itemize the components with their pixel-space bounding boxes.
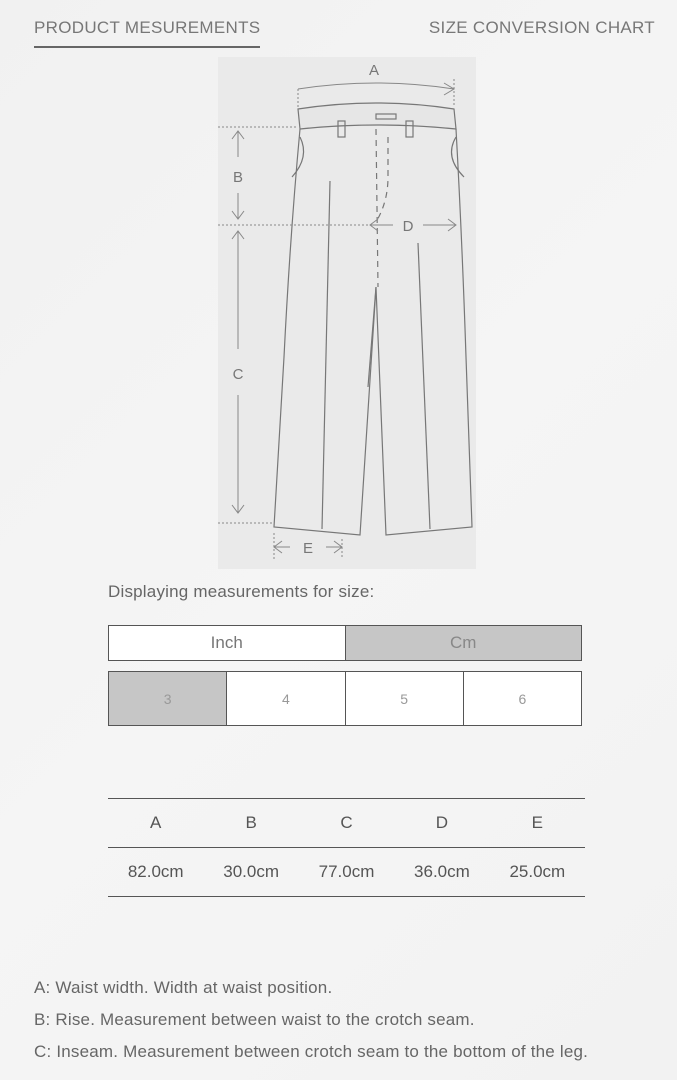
header-b: B: [245, 813, 257, 832]
value-a: 82.0cm: [127, 862, 184, 881]
description-a: A: Waist width. Width at waist position.: [34, 978, 333, 997]
value-d: 36.0cm: [414, 862, 470, 881]
value-c: 77.0cm: [318, 862, 375, 881]
size-button-6[interactable]: 6: [463, 672, 581, 725]
trousers-diagram: [218, 57, 476, 569]
unit-cm-button[interactable]: Cm: [345, 626, 582, 660]
header-c: C: [340, 813, 353, 832]
table-header-row: [108, 799, 585, 847]
size-button-3[interactable]: 3: [109, 672, 226, 725]
table-value-row: [108, 848, 585, 896]
unit-inch-button[interactable]: Inch: [109, 626, 345, 660]
tab-product-measurements[interactable]: PRODUCT MESUREMENTS: [34, 18, 260, 48]
label-d: D: [402, 218, 414, 235]
description-c: C: Inseam. Measurement between crotch seam to the bottom of the leg.: [34, 1042, 589, 1061]
tab-size-conversion-chart[interactable]: SIZE CONVERSION CHART: [428, 18, 655, 37]
table-bottom-rule: [108, 896, 585, 897]
header-a: A: [150, 813, 162, 832]
header-d: D: [435, 813, 449, 832]
label-e: E: [302, 540, 314, 557]
header-e: E: [531, 813, 543, 832]
value-e: 25.0cm: [509, 862, 566, 881]
unit-toggle: [108, 625, 582, 661]
measurement-descriptions: [34, 972, 654, 1068]
trousers-illustration: [218, 57, 476, 569]
label-a: A: [368, 62, 380, 79]
label-b: B: [232, 169, 244, 186]
display-size-label: Displaying measurements for size:: [108, 582, 375, 601]
size-button-4[interactable]: 4: [226, 672, 344, 725]
measurements-table: [108, 798, 585, 897]
label-c: C: [232, 366, 244, 383]
size-selector: [108, 671, 582, 726]
value-b: 30.0cm: [223, 862, 279, 881]
description-b: B: Rise. Measurement between waist to the crotch seam.: [34, 1010, 475, 1029]
size-button-5[interactable]: 5: [345, 672, 463, 725]
